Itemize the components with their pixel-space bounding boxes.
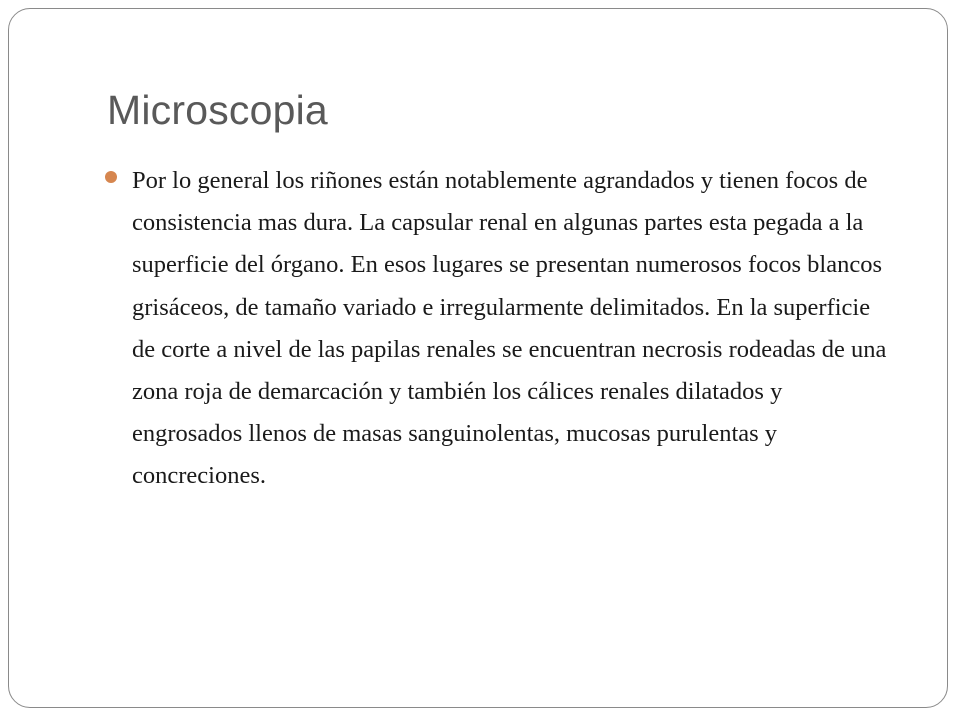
slide-content xyxy=(104,160,894,498)
bullet-item xyxy=(104,160,894,498)
bullet-dot-icon xyxy=(105,171,117,183)
bullet-text: Por lo general los riñones están notablemente agrandados y tienen focos de consistencia mas dura. La capsular renal en algunas partes esta pegada a la superficie del órgano. En esos lugares se presentan numerosos focos blancos grisáceos, de tamaño variado e irregularmente delimitados. En la superficie de corte a nivel de las papilas renales se encuentran necrosis rodeadas de una zona roja de demarcación y también los cálices renales dilatados y engrosados llenos de masas sanguinolentas, mucosas purulentas y concreciones. xyxy=(132,167,887,490)
slide-title: Microscopia xyxy=(107,87,328,133)
